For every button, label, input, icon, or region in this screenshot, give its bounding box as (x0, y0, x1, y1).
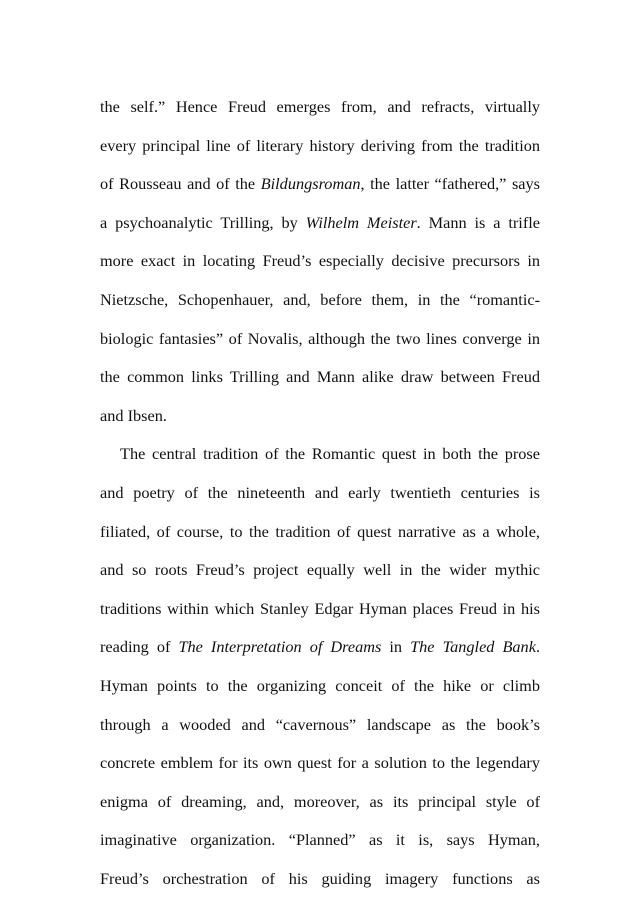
text-segment: the common links Trilling and Mann alike draw between Freud (100, 367, 540, 387)
text-segment: Nietzsche, Schopenhauer, and, before them, in the “romantic- (100, 289, 540, 309)
text-line (100, 821, 540, 860)
text-segment: , the latter “fathered,” says (360, 174, 541, 194)
text-segment: in (381, 637, 411, 657)
text-segment: and so roots Freud’s project equally well in the wider mythic (100, 560, 540, 580)
text-segment: traditions within which Stanley Edgar Hyman places Freud in his (100, 598, 540, 618)
italic-title: The Interpretation of Dreams (178, 637, 382, 657)
text-line (100, 435, 540, 474)
text-line (100, 474, 540, 513)
text-line (100, 204, 540, 243)
text-line (100, 706, 540, 745)
italic-title: Wilhelm Meister (305, 212, 417, 232)
text-line (100, 667, 540, 706)
italic-title: Bildungsroman (260, 174, 361, 194)
text-segment: enigma of dreaming, and, moreover, as its principal style of (100, 791, 540, 811)
text-line (100, 513, 540, 552)
text-line (100, 358, 540, 397)
text-line (100, 127, 540, 166)
text-line (100, 628, 540, 667)
text-segment: and poetry of the nineteenth and early twentieth centuries is (100, 482, 540, 502)
text-segment: reading of (100, 637, 179, 657)
body-text (100, 88, 540, 898)
text-line (100, 860, 540, 899)
text-line (100, 88, 540, 127)
text-segment: through a wooded and “cavernous” landscape as the book’s (100, 714, 540, 734)
text-segment: . (535, 637, 541, 657)
text-segment: biologic fantasies” of Novalis, although the two lines converge in (100, 328, 540, 348)
text-line (100, 165, 540, 204)
text-segment: . Mann is a trifle (416, 212, 540, 232)
text-segment: every principal line of literary history deriving from the tradition (100, 135, 540, 155)
text-segment: filiated, of course, to the tradition of quest narrative as a whole, (100, 521, 540, 541)
text-line (100, 281, 540, 320)
text-segment: a psychoanalytic Trilling, by (100, 212, 306, 232)
text-line (100, 783, 540, 822)
text-segment: concrete emblem for its own quest for a solution to the legendary (100, 753, 540, 773)
text-line (100, 551, 540, 590)
text-segment: Hyman points to the organizing conceit of the hike or climb (100, 675, 540, 695)
text-segment: imaginative organization. “Planned” as it is, says Hyman, (100, 830, 540, 850)
text-line (100, 744, 540, 783)
text-segment: The central tradition of the Romantic quest in both the prose (120, 444, 540, 464)
italic-title: The Tangled Bank (410, 637, 536, 657)
text-line (100, 242, 540, 281)
text-segment: more exact in locating Freud’s especially decisive precursors in (100, 251, 540, 271)
text-segment: the self.” Hence Freud emerges from, and refracts, virtually (100, 97, 540, 116)
text-line (100, 320, 540, 359)
text-segment: and Ibsen. (100, 405, 167, 425)
text-segment: of Rousseau and of the (100, 174, 261, 194)
text-line (100, 590, 540, 629)
text-segment: Freud’s orchestration of his guiding imagery functions as (100, 868, 540, 888)
text-line (100, 397, 540, 436)
